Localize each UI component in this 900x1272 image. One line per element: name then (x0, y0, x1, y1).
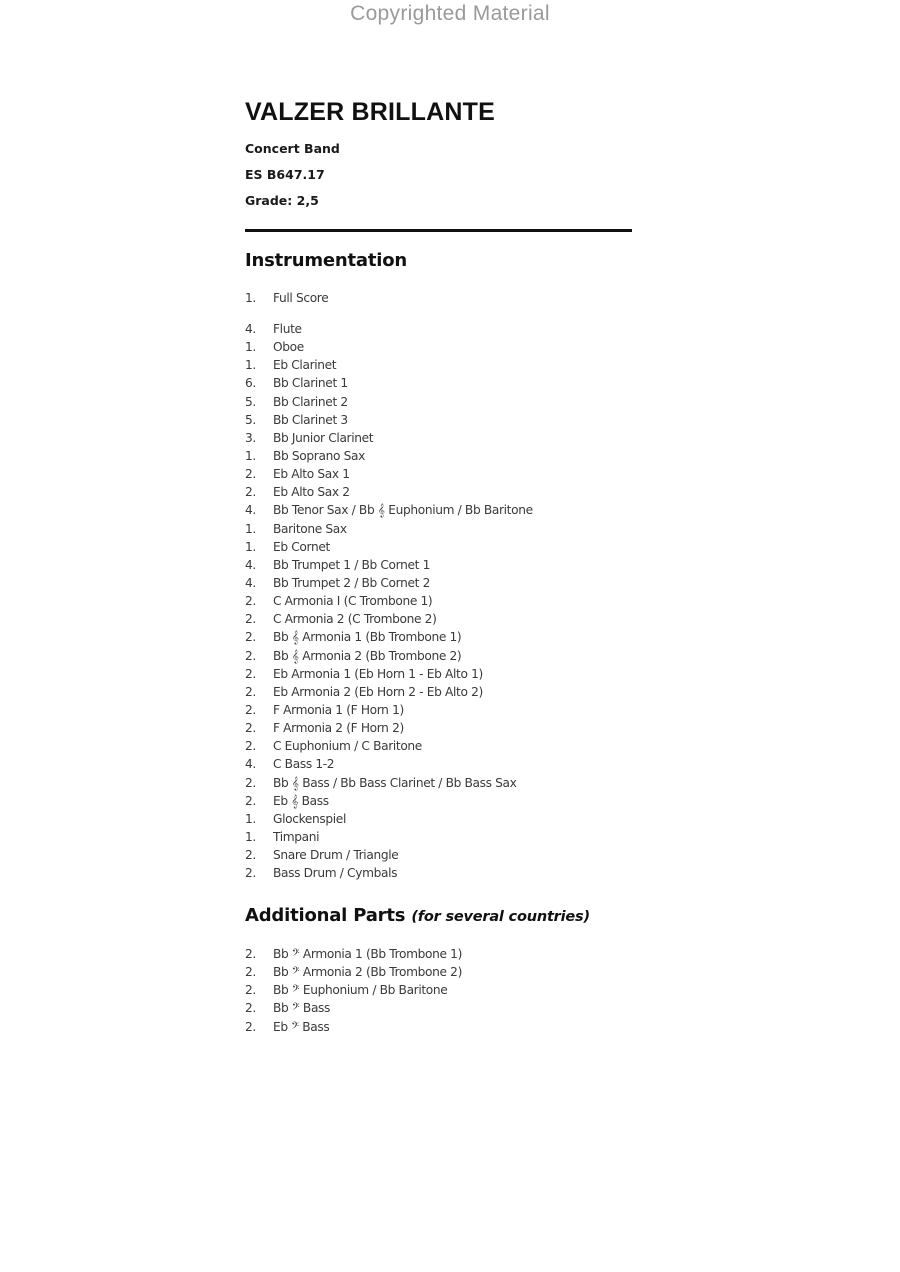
ensemble-label: Concert Band (245, 141, 340, 156)
part-name: Eb 𝄞 Bass (273, 793, 329, 808)
part-quantity: 2. (245, 965, 256, 980)
part-quantity: 2. (245, 947, 256, 961)
part-quantity: 2. (245, 630, 256, 645)
part-name: Eb Alto Sax 2 (273, 485, 350, 500)
part-name: Bb 𝄢 Bass (273, 1001, 331, 1016)
list-item (245, 719, 533, 737)
part-name: Full Score (273, 291, 329, 305)
list-item (245, 483, 533, 501)
part-quantity: 3. (245, 430, 256, 445)
list-item (245, 338, 533, 356)
part-quantity: 1. (245, 539, 256, 554)
part-name: C Armonia I (C Trombone 1) (273, 594, 433, 609)
list-item (245, 737, 533, 755)
part-name: C Bass 1-2 (273, 757, 335, 772)
part-name: Baritone Sax (273, 521, 347, 536)
list-item (245, 945, 462, 963)
part-quantity: 2. (245, 848, 256, 863)
list-item (245, 356, 533, 374)
list-item (245, 864, 533, 882)
part-quantity: 2. (245, 775, 256, 790)
part-name: Bb 𝄢 Euphonium / Bb Baritone (273, 983, 448, 998)
part-quantity: 1. (245, 340, 256, 355)
part-name: Flute (273, 322, 302, 336)
part-name: Bb 𝄞 Armonia 1 (Bb Trombone 1) (273, 630, 462, 645)
list-item (245, 501, 533, 519)
list-item (245, 574, 533, 592)
part-name: Snare Drum / Triangle (273, 848, 399, 863)
part-quantity: 2. (245, 666, 256, 681)
part-name: Bass Drum / Cymbals (273, 866, 398, 881)
part-name: Eb Alto Sax 1 (273, 467, 350, 482)
part-quantity: 2. (245, 702, 256, 717)
part-name: Bb Trumpet 1 / Bb Cornet 1 (273, 557, 430, 572)
part-quantity: 2. (245, 866, 256, 881)
list-item (245, 683, 533, 701)
divider-rule (245, 229, 632, 232)
part-name: Bb 𝄢 Armonia 1 (Bb Trombone 1) (273, 947, 462, 961)
part-quantity: 4. (245, 322, 256, 336)
list-item (245, 289, 328, 307)
list-item (245, 963, 462, 981)
list-item (245, 411, 533, 429)
list-item (245, 628, 533, 646)
part-quantity: 2. (245, 594, 256, 609)
part-name: Bb Clarinet 1 (273, 376, 348, 391)
list-item (245, 701, 533, 719)
list-item (245, 556, 533, 574)
list-item (245, 981, 462, 999)
part-quantity: 2. (245, 1019, 256, 1034)
part-quantity: 4. (245, 503, 256, 518)
list-item (245, 393, 533, 411)
part-quantity: 4. (245, 557, 256, 572)
copyright-watermark: Copyrighted Material (350, 2, 550, 25)
part-quantity: 2. (245, 485, 256, 500)
list-item (245, 647, 533, 665)
list-item (245, 429, 533, 447)
part-name: Eb Armonia 1 (Eb Horn 1 - Eb Alto 1) (273, 666, 483, 681)
list-item (245, 810, 533, 828)
part-name: Glockenspiel (273, 811, 346, 826)
additional-parts-title: Additional Parts (245, 905, 406, 926)
part-name: Eb Armonia 2 (Eb Horn 2 - Eb Alto 2) (273, 684, 483, 699)
part-quantity: 2. (245, 1001, 256, 1016)
parts-list (245, 320, 533, 882)
list-item (245, 520, 533, 538)
list-item (245, 538, 533, 556)
piece-title: VALZER BRILLANTE (245, 98, 495, 126)
list-item (245, 846, 533, 864)
part-name: Oboe (273, 340, 304, 355)
part-name: F Armonia 2 (F Horn 2) (273, 721, 404, 736)
part-name: Bb 𝄞 Armonia 2 (Bb Trombone 2) (273, 648, 462, 663)
part-quantity: 4. (245, 757, 256, 772)
list-item (245, 999, 462, 1017)
instrumentation-heading: Instrumentation (245, 250, 408, 271)
part-name: Eb Clarinet (273, 358, 337, 373)
part-quantity: 2. (245, 721, 256, 736)
part-quantity: 1. (245, 521, 256, 536)
additional-parts-subtitle: (for several countries) (411, 909, 590, 925)
additional-parts-list (245, 945, 462, 1036)
part-quantity: 5. (245, 394, 256, 409)
part-name: Bb 𝄞 Bass / Bb Bass Clarinet / Bb Bass Sax (273, 775, 517, 790)
part-quantity: 2. (245, 739, 256, 754)
score-list (245, 289, 328, 307)
part-name: C Euphonium / C Baritone (273, 739, 422, 754)
part-name: Eb Cornet (273, 539, 330, 554)
list-item (245, 447, 533, 465)
catalog-number: ES B647.17 (245, 167, 325, 182)
part-quantity: 2. (245, 648, 256, 663)
part-name: Bb Clarinet 2 (273, 394, 348, 409)
part-quantity: 2. (245, 983, 256, 998)
list-item (245, 465, 533, 483)
part-quantity: 2. (245, 684, 256, 699)
part-name: Bb Junior Clarinet (273, 430, 374, 445)
part-name: Bb 𝄢 Armonia 2 (Bb Trombone 2) (273, 965, 462, 980)
additional-parts-heading (245, 905, 590, 926)
list-item (245, 755, 533, 773)
part-quantity: 2. (245, 467, 256, 482)
part-quantity: 2. (245, 793, 256, 808)
part-quantity: 4. (245, 575, 256, 590)
list-item (245, 320, 533, 338)
part-name: Timpani (273, 829, 320, 844)
part-quantity: 1. (245, 291, 256, 305)
part-quantity: 2. (245, 612, 256, 627)
part-name: Bb Tenor Sax / Bb 𝄞 Euphonium / Bb Baritone (273, 503, 533, 518)
part-name: C Armonia 2 (C Trombone 2) (273, 612, 437, 627)
part-name: Bb Clarinet 3 (273, 412, 348, 427)
list-item (245, 792, 533, 810)
grade-label: Grade: 2,5 (245, 193, 319, 208)
part-name: Eb 𝄢 Bass (273, 1019, 330, 1034)
list-item (245, 592, 533, 610)
list-item (245, 774, 533, 792)
list-item (245, 828, 533, 846)
part-name: Bb Trumpet 2 / Bb Cornet 2 (273, 575, 430, 590)
part-quantity: 1. (245, 829, 256, 844)
list-item (245, 1018, 462, 1036)
list-item (245, 610, 533, 628)
part-quantity: 6. (245, 376, 256, 391)
part-quantity: 1. (245, 448, 256, 463)
part-name: F Armonia 1 (F Horn 1) (273, 702, 404, 717)
part-quantity: 1. (245, 811, 256, 826)
list-item (245, 374, 533, 392)
part-name: Bb Soprano Sax (273, 448, 365, 463)
part-quantity: 5. (245, 412, 256, 427)
part-quantity: 1. (245, 358, 256, 373)
list-item (245, 665, 533, 683)
